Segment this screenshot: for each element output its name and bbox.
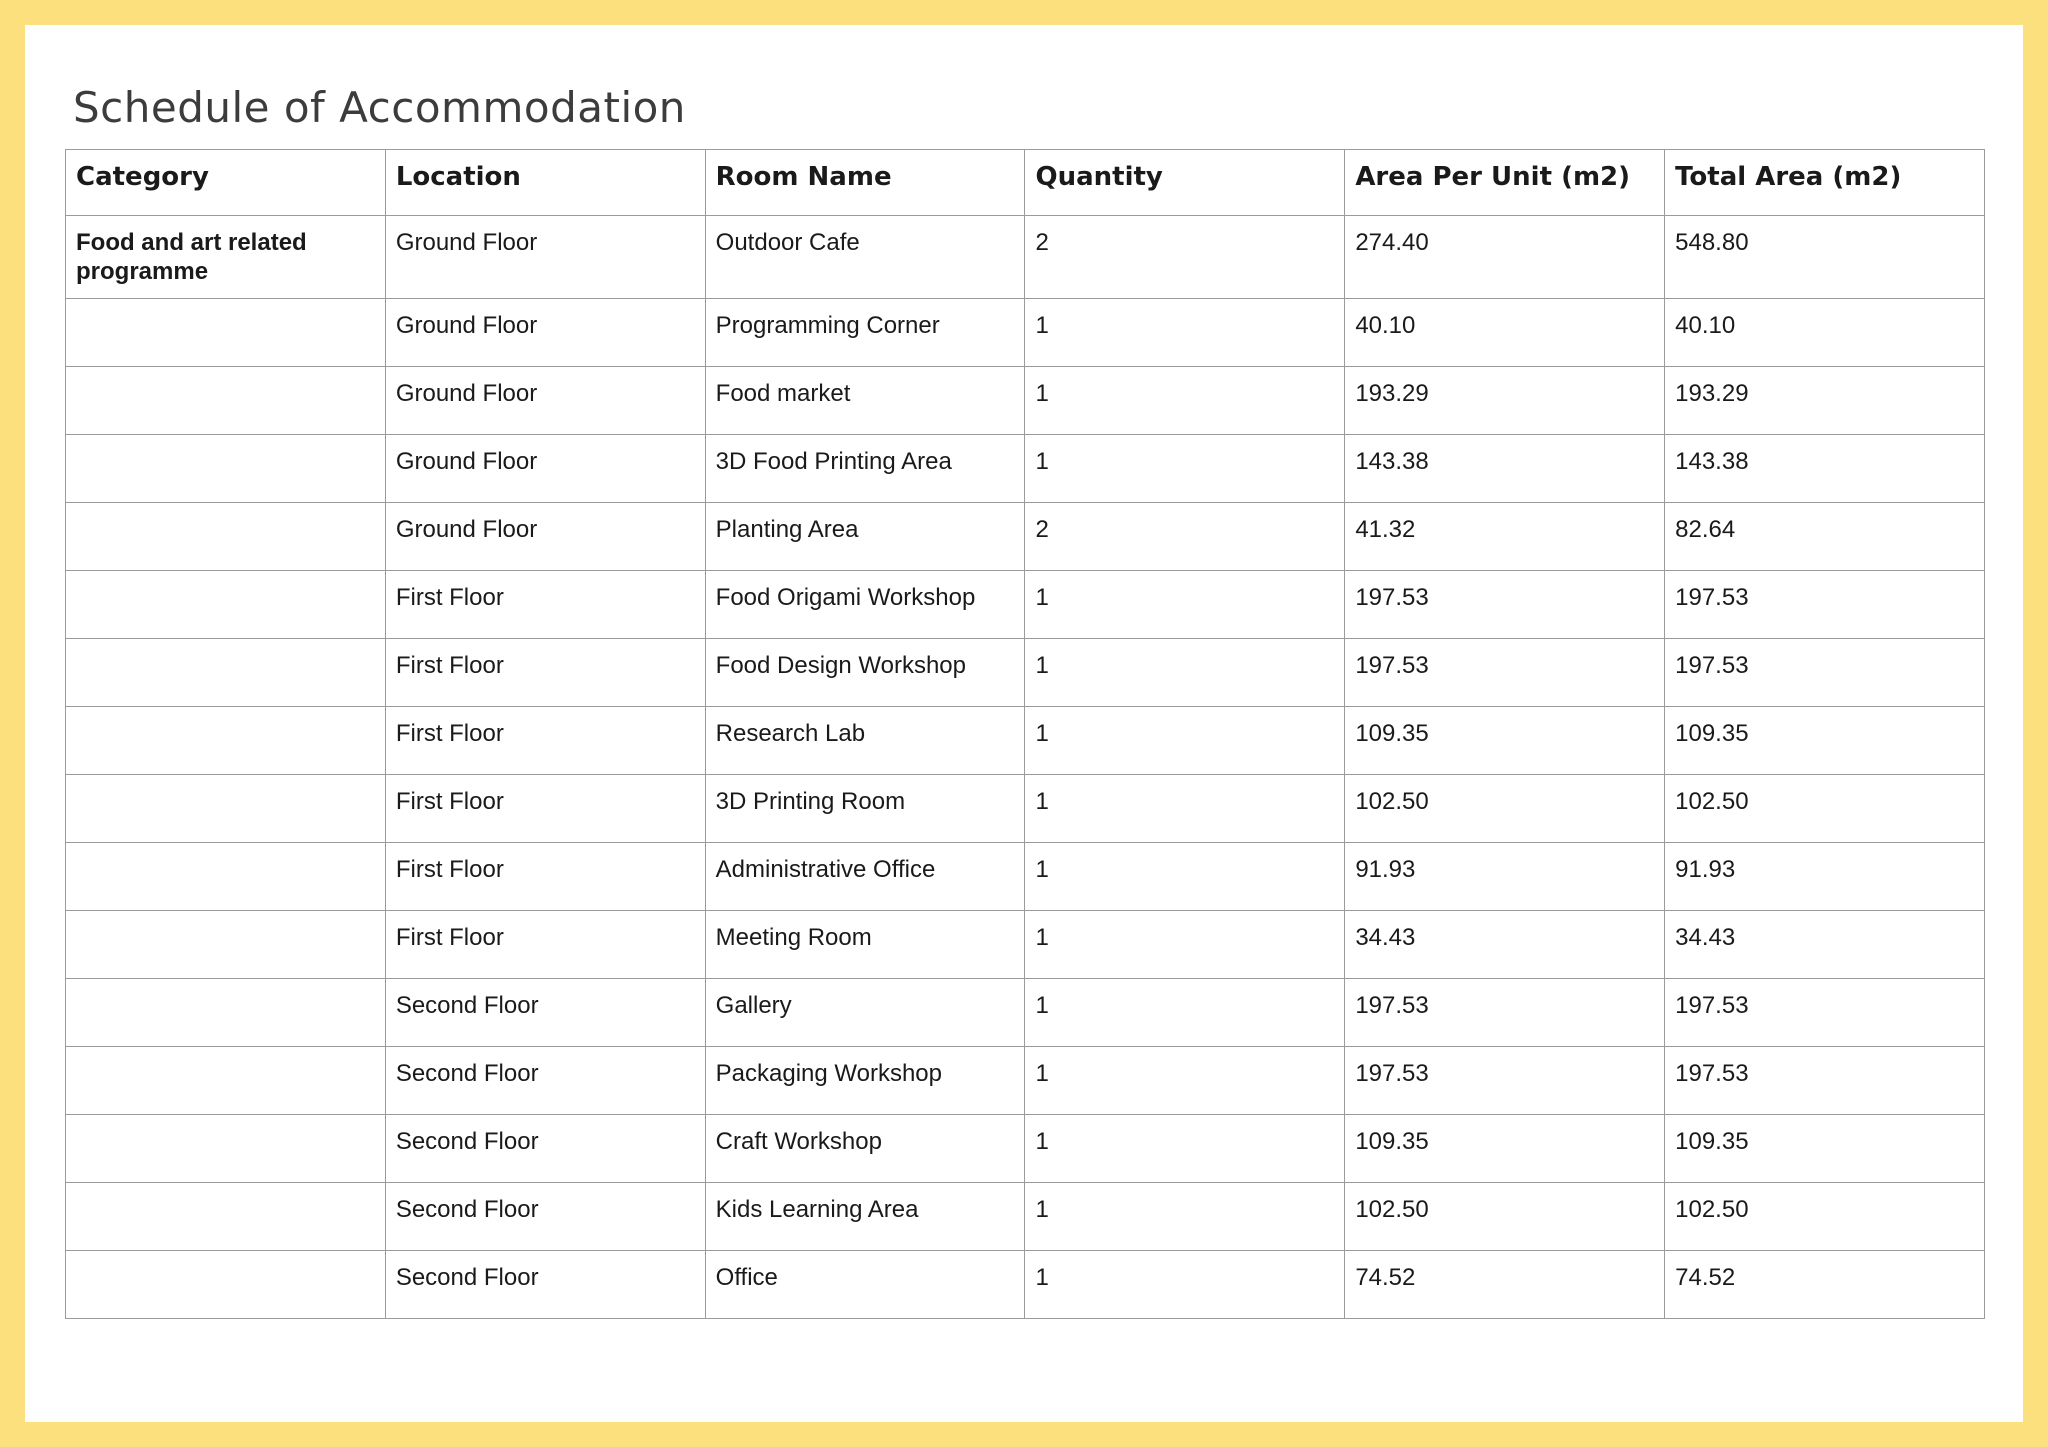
total-area-cell: 109.35 xyxy=(1665,707,1985,775)
category-cell xyxy=(66,775,386,843)
column-header-location: Location xyxy=(385,150,705,216)
area-per-unit-cell: 102.50 xyxy=(1345,1183,1665,1251)
column-header-total-area: Total Area (m2) xyxy=(1665,150,1985,216)
quantity-cell: 1 xyxy=(1025,775,1345,843)
page-title: Schedule of Accommodation xyxy=(73,83,686,132)
total-area-cell: 197.53 xyxy=(1665,571,1985,639)
table-row xyxy=(66,216,1985,299)
location-cell: Second Floor xyxy=(385,979,705,1047)
quantity-cell: 1 xyxy=(1025,639,1345,707)
table-row xyxy=(66,707,1985,775)
total-area-cell: 193.29 xyxy=(1665,367,1985,435)
area-per-unit-cell: 34.43 xyxy=(1345,911,1665,979)
quantity-cell: 1 xyxy=(1025,299,1345,367)
category-cell xyxy=(66,435,386,503)
table-row xyxy=(66,1183,1985,1251)
location-cell: Second Floor xyxy=(385,1251,705,1319)
area-per-unit-cell: 109.35 xyxy=(1345,1115,1665,1183)
area-per-unit-cell: 197.53 xyxy=(1345,639,1665,707)
room-name-cell: Food Design Workshop xyxy=(705,639,1025,707)
location-cell: Second Floor xyxy=(385,1183,705,1251)
table-header-row xyxy=(66,150,1985,216)
category-cell xyxy=(66,843,386,911)
quantity-cell: 2 xyxy=(1025,503,1345,571)
table-row xyxy=(66,367,1985,435)
total-area-cell: 74.52 xyxy=(1665,1251,1985,1319)
area-per-unit-cell: 41.32 xyxy=(1345,503,1665,571)
category-cell xyxy=(66,367,386,435)
room-name-cell: Programming Corner xyxy=(705,299,1025,367)
table-row xyxy=(66,435,1985,503)
category-cell xyxy=(66,911,386,979)
table-row xyxy=(66,911,1985,979)
quantity-cell: 1 xyxy=(1025,1183,1345,1251)
room-name-cell: Meeting Room xyxy=(705,911,1025,979)
room-name-cell: Packaging Workshop xyxy=(705,1047,1025,1115)
area-per-unit-cell: 91.93 xyxy=(1345,843,1665,911)
area-per-unit-cell: 274.40 xyxy=(1345,216,1665,299)
quantity-cell: 2 xyxy=(1025,216,1345,299)
room-name-cell: Kids Learning Area xyxy=(705,1183,1025,1251)
quantity-cell: 1 xyxy=(1025,1047,1345,1115)
table-body xyxy=(66,216,1985,1319)
category-cell xyxy=(66,979,386,1047)
total-area-cell: 197.53 xyxy=(1665,979,1985,1047)
quantity-cell: 1 xyxy=(1025,707,1345,775)
room-name-cell: Outdoor Cafe xyxy=(705,216,1025,299)
total-area-cell: 548.80 xyxy=(1665,216,1985,299)
location-cell: First Floor xyxy=(385,911,705,979)
room-name-cell: Administrative Office xyxy=(705,843,1025,911)
location-cell: First Floor xyxy=(385,843,705,911)
table-row xyxy=(66,571,1985,639)
category-cell xyxy=(66,571,386,639)
location-cell: Ground Floor xyxy=(385,435,705,503)
room-name-cell: Gallery xyxy=(705,979,1025,1047)
location-cell: First Floor xyxy=(385,707,705,775)
area-per-unit-cell: 143.38 xyxy=(1345,435,1665,503)
area-per-unit-cell: 197.53 xyxy=(1345,979,1665,1047)
column-header-room-name: Room Name xyxy=(705,150,1025,216)
area-per-unit-cell: 197.53 xyxy=(1345,571,1665,639)
area-per-unit-cell: 74.52 xyxy=(1345,1251,1665,1319)
category-cell xyxy=(66,503,386,571)
table-row xyxy=(66,775,1985,843)
area-per-unit-cell: 40.10 xyxy=(1345,299,1665,367)
quantity-cell: 1 xyxy=(1025,1115,1345,1183)
location-cell: First Floor xyxy=(385,639,705,707)
column-header-area-per-unit: Area Per Unit (m2) xyxy=(1345,150,1665,216)
location-cell: First Floor xyxy=(385,775,705,843)
total-area-cell: 40.10 xyxy=(1665,299,1985,367)
category-cell xyxy=(66,707,386,775)
quantity-cell: 1 xyxy=(1025,843,1345,911)
room-name-cell: 3D Printing Room xyxy=(705,775,1025,843)
location-cell: First Floor xyxy=(385,571,705,639)
total-area-cell: 102.50 xyxy=(1665,1183,1985,1251)
total-area-cell: 102.50 xyxy=(1665,775,1985,843)
total-area-cell: 82.64 xyxy=(1665,503,1985,571)
total-area-cell: 91.93 xyxy=(1665,843,1985,911)
room-name-cell: Office xyxy=(705,1251,1025,1319)
table-row xyxy=(66,299,1985,367)
category-cell xyxy=(66,299,386,367)
location-cell: Second Floor xyxy=(385,1115,705,1183)
total-area-cell: 197.53 xyxy=(1665,1047,1985,1115)
area-per-unit-cell: 197.53 xyxy=(1345,1047,1665,1115)
quantity-cell: 1 xyxy=(1025,571,1345,639)
room-name-cell: 3D Food Printing Area xyxy=(705,435,1025,503)
category-cell xyxy=(66,1115,386,1183)
total-area-cell: 197.53 xyxy=(1665,639,1985,707)
table-row xyxy=(66,1251,1985,1319)
category-cell xyxy=(66,639,386,707)
column-header-quantity: Quantity xyxy=(1025,150,1345,216)
quantity-cell: 1 xyxy=(1025,435,1345,503)
area-per-unit-cell: 109.35 xyxy=(1345,707,1665,775)
accommodation-table xyxy=(65,149,1985,1319)
quantity-cell: 1 xyxy=(1025,911,1345,979)
room-name-cell: Craft Workshop xyxy=(705,1115,1025,1183)
category-cell xyxy=(66,1251,386,1319)
table-row xyxy=(66,503,1985,571)
category-cell xyxy=(66,1183,386,1251)
table-row xyxy=(66,843,1985,911)
category-cell: Food and art related programme xyxy=(66,216,386,299)
quantity-cell: 1 xyxy=(1025,979,1345,1047)
table-row xyxy=(66,979,1985,1047)
table-row xyxy=(66,1047,1985,1115)
room-name-cell: Planting Area xyxy=(705,503,1025,571)
area-per-unit-cell: 193.29 xyxy=(1345,367,1665,435)
total-area-cell: 34.43 xyxy=(1665,911,1985,979)
quantity-cell: 1 xyxy=(1025,1251,1345,1319)
column-header-category: Category xyxy=(66,150,386,216)
location-cell: Second Floor xyxy=(385,1047,705,1115)
total-area-cell: 109.35 xyxy=(1665,1115,1985,1183)
location-cell: Ground Floor xyxy=(385,367,705,435)
room-name-cell: Food Origami Workshop xyxy=(705,571,1025,639)
room-name-cell: Research Lab xyxy=(705,707,1025,775)
total-area-cell: 143.38 xyxy=(1665,435,1985,503)
table-row xyxy=(66,639,1985,707)
quantity-cell: 1 xyxy=(1025,367,1345,435)
category-cell xyxy=(66,1047,386,1115)
location-cell: Ground Floor xyxy=(385,299,705,367)
area-per-unit-cell: 102.50 xyxy=(1345,775,1665,843)
room-name-cell: Food market xyxy=(705,367,1025,435)
document-sheet xyxy=(25,25,2023,1422)
location-cell: Ground Floor xyxy=(385,503,705,571)
location-cell: Ground Floor xyxy=(385,216,705,299)
table-row xyxy=(66,1115,1985,1183)
